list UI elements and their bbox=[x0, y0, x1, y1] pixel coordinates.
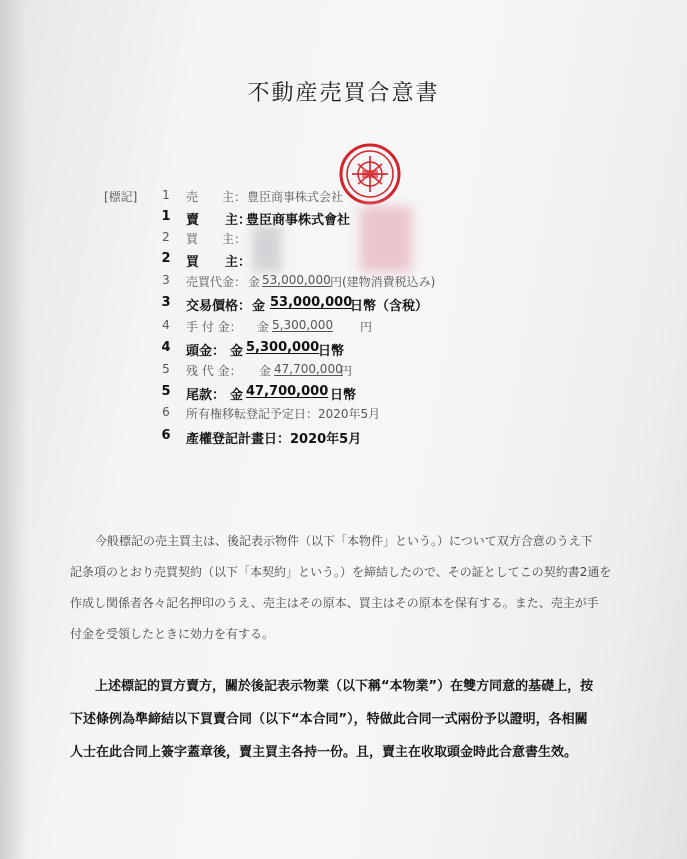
term-label: 尾款： bbox=[186, 388, 226, 403]
term-value: 5,300,000 bbox=[246, 340, 320, 355]
term-value: 豊臣商事株式会社 bbox=[247, 190, 344, 204]
term-label: 残 代 金： bbox=[186, 364, 242, 378]
document-title: 不動産売買合意書 bbox=[247, 81, 440, 106]
paragraph-line: 今般標記の売主買主は、後記表示物件（以下「本物件」という。）について双方合意のうえ下 bbox=[95, 534, 593, 548]
bracket-label: [標記] bbox=[104, 190, 138, 204]
term-value-suffix: 日幣 bbox=[330, 388, 357, 403]
term-number: 3 bbox=[162, 273, 170, 287]
term-value: 53,000,000 bbox=[270, 295, 353, 310]
term-label: 買 主： bbox=[186, 232, 247, 246]
term-value-prefix: 金 bbox=[230, 344, 244, 359]
term-value-suffix: 円(建物消費税込み) bbox=[330, 275, 436, 289]
term-value: 53,000,000 bbox=[262, 273, 331, 287]
term-value-suffix: 日幣（含稅） bbox=[350, 299, 429, 314]
term-value-prefix: 金 bbox=[230, 388, 244, 403]
term-value: 47,700,000 bbox=[274, 362, 343, 376]
paragraph-line: 記条項のとおり売買契約（以下「本契約」という。）を締結したので、その証としてこの契約書2通を bbox=[70, 565, 612, 579]
term-value-prefix: 金 bbox=[257, 320, 270, 334]
term-number: 1 bbox=[162, 188, 170, 202]
paragraph-line: 下述條例為準締結以下買賣合同（以下“本合同”），特做此合同一式兩份予以證明，各相關 bbox=[70, 712, 588, 727]
term-value-prefix: 金 bbox=[259, 364, 272, 378]
term-value-prefix: 金 bbox=[252, 299, 266, 314]
redacted-blur-region bbox=[360, 206, 412, 272]
term-number: 4 bbox=[162, 318, 170, 332]
term-number: 6 bbox=[161, 428, 171, 443]
term-label: 頭金： bbox=[186, 344, 226, 359]
term-label: 所有権移転登記予定日： bbox=[186, 407, 319, 421]
redacted-blur-region bbox=[252, 226, 282, 272]
term-number: 2 bbox=[162, 230, 170, 244]
term-label: 売 主： bbox=[186, 190, 247, 204]
term-value: 47,700,000 bbox=[246, 384, 329, 399]
paragraph-line: 作成し関係者各々記名押印のうえ、売主はその原本、買主はその原本を保有する。また、売主が手 bbox=[70, 596, 599, 610]
term-value: 2020年5月 bbox=[290, 432, 362, 447]
term-label: 產權登記計畫日： bbox=[186, 432, 291, 447]
paragraph-line: 人士在此合同上簽字蓋章後，賣主買主各持一份。且，賣主在收取頭金時此合意書生效。 bbox=[70, 745, 578, 760]
paragraph-line: 付金を受領したときに効力を有する。 bbox=[70, 627, 275, 641]
term-value: 2020年5月 bbox=[318, 407, 381, 421]
company-seal-stamp bbox=[338, 142, 402, 206]
term-value-suffix: 円 bbox=[340, 364, 353, 378]
term-number: 3 bbox=[161, 295, 171, 310]
term-value: 5,300,000 bbox=[272, 318, 334, 332]
term-label: 手 付 金： bbox=[186, 320, 242, 334]
term-number: 5 bbox=[162, 362, 170, 376]
term-value-prefix: 金 bbox=[248, 275, 261, 289]
term-value-suffix: 円 bbox=[360, 320, 373, 334]
term-label: 交易價格： bbox=[186, 299, 252, 314]
paragraph-line: 上述標記的買方賣方，關於後記表示物業（以下稱“本物業”）在雙方同意的基礎上，按 bbox=[95, 679, 594, 694]
term-number: 1 bbox=[161, 209, 171, 224]
term-value-suffix: 日幣 bbox=[318, 344, 345, 359]
term-number: 6 bbox=[162, 405, 170, 419]
term-number: 4 bbox=[161, 340, 171, 355]
term-label: 賣 主： bbox=[186, 213, 252, 228]
term-number: 5 bbox=[161, 384, 171, 399]
term-value: 豊臣商事株式會社 bbox=[246, 213, 351, 228]
term-label: 売買代金： bbox=[186, 275, 247, 289]
term-number: 2 bbox=[161, 251, 171, 266]
term-label: 買 主： bbox=[186, 255, 252, 270]
